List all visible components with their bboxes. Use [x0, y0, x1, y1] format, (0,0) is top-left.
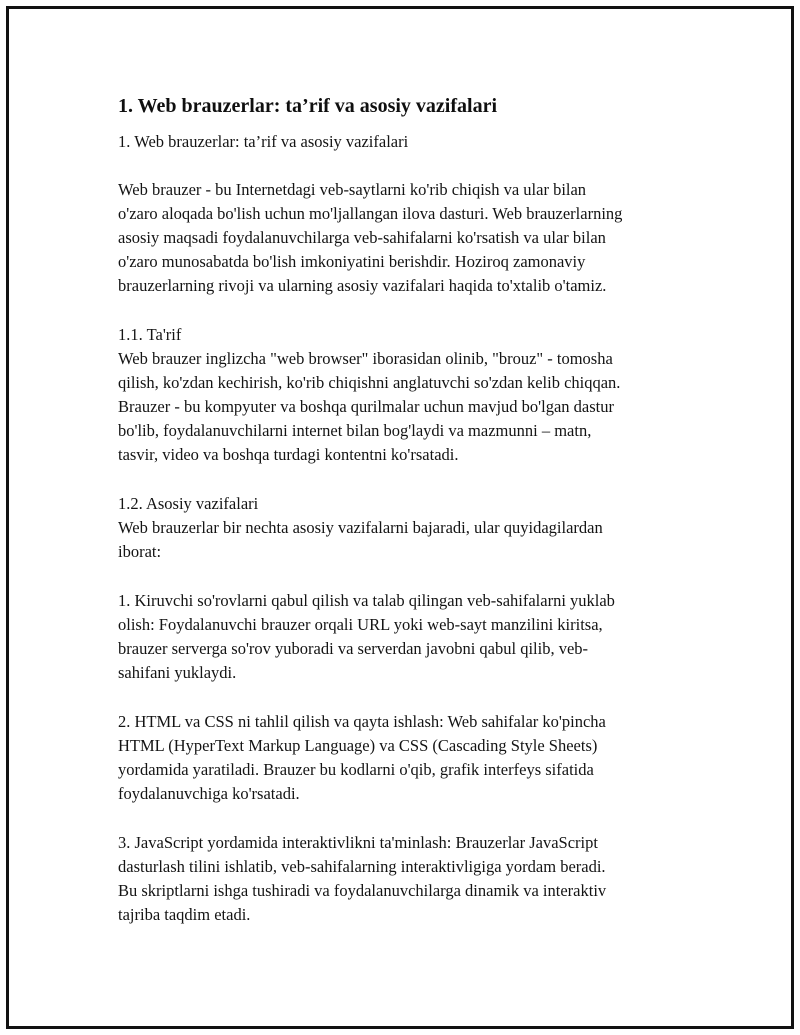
document-subtitle: 1. Web brauzerlar: ta’rif va asosiy vazifalari [118, 132, 409, 151]
section-main-functions: 1.2. Asosiy vazifalari Web brauzerlar bir nechta asosiy vazifalarni bajaradi, ular quyidagilardan iborat: [118, 494, 603, 561]
document-heading: 1. Web brauzerlar: ta’rif va asosiy vazifalari [118, 95, 498, 117]
document-body [118, 92, 698, 952]
section-definition: 1.1. Ta'rif Web brauzer inglizcha "web browser" iborasidan olinib, "brouz" - tomosha qilish, ko'zdan kechirish, ko'rib chiqishni anglatuvchi so'zdan kelib chiqqan. Brauzer - bu kompyuter va boshqa qurilmalar uchun mavjud bo'lgan dastur bo'lib, foydalanuvchilarni internet bilan bog'laydi va mazmunni – matn, tasvir, video va boshqa turdagi kontentni ko'rsatadi. [118, 325, 621, 464]
list-item: 3. JavaScript yordamida interaktivlikni ta'minlash: Brauzerlar JavaScript dasturlash tilini ishlatib, veb-sahifalarning interaktivligiga yordam beradi. Bu skriptlarni ishga tushiradi va foydalanuvchilarga dinamik va interaktiv tajriba taqdim etadi. [118, 833, 607, 924]
intro-paragraph: Web brauzer - bu Internetdagi veb-saytlarni ko'rib chiqish va ular bilan o'zaro aloqada bo'lish uchun mo'ljallangan ilova dasturi. Web brauzerlarning asosiy maqsadi foydalanuvchilarga veb-sahifalarni ko'rsatish va ular bilan o'zaro munosabatda bo'lish imkoniyatini berishdir. Hoziroq zamonaviy brauzerlarning rivoji va ularning asosiy vazifalari haqida to'xtalib o'tamiz. [118, 180, 623, 295]
list-item: 1. Kiruvchi so'rovlarni qabul qilish va talab qilingan veb-sahifalarni yuklab olish: Foydalanuvchi brauzer orqali URL yoki web-sayt manzilini kiritsa, brauzer serverga so'rov yuboradi va serverdan javobni qabul qilib, veb- sahifani yuklaydi. [118, 591, 615, 682]
list-item: 2. HTML va CSS ni tahlil qilish va qayta ishlash: Web sahifalar ko'pincha HTML (HyperText Markup Language) va CSS (Cascading Style Sheets) yordamida yaratiladi. Brauzer bu kodlarni o'qib, grafik interfeys sifatida foydalanuvchiga ko'rsatadi. [118, 712, 606, 803]
